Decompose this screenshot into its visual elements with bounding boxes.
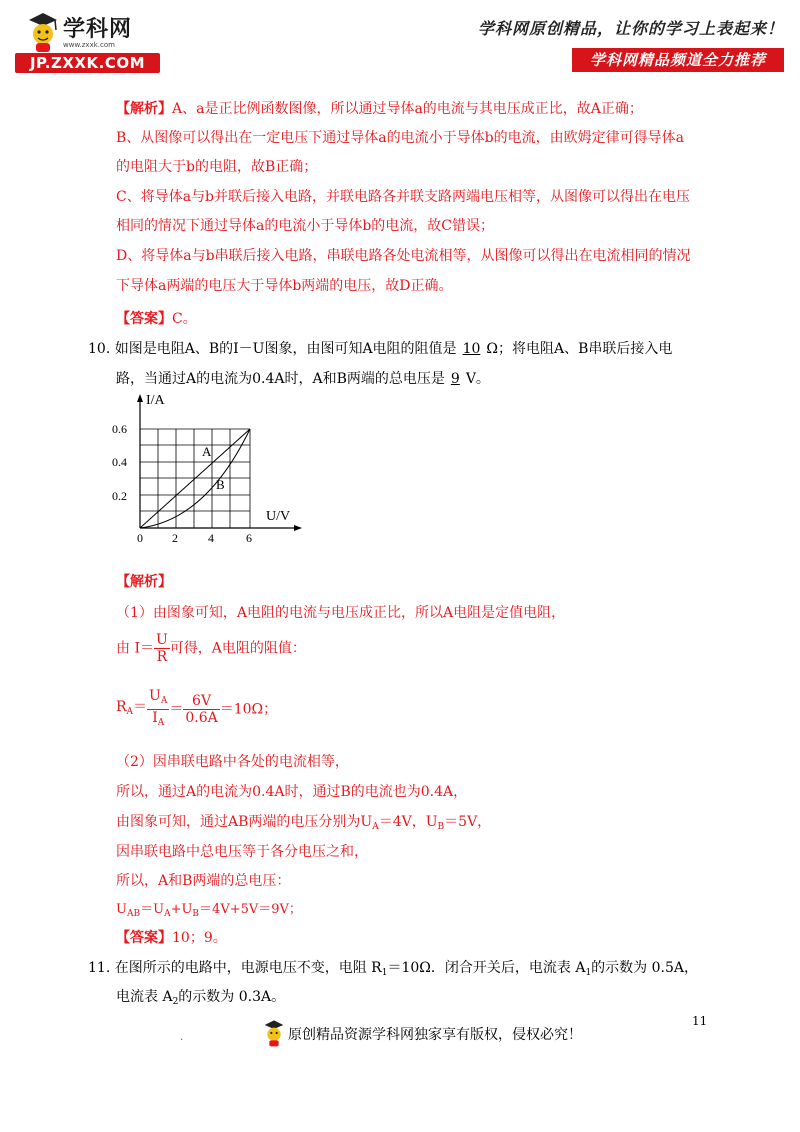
- answer-line-9: [116, 309, 197, 329]
- analysis-line-1: [116, 99, 643, 119]
- solution-10-line-3: [116, 688, 277, 731]
- subscript: 1: [381, 968, 388, 978]
- solution-10-line-2: [116, 632, 306, 665]
- site-logo: [15, 8, 160, 74]
- subscript: A: [372, 822, 379, 832]
- solution-10-line-1: （1）由图象可知，A电阻的电流与电压成正比，所以A电阻是定值电阻，: [116, 605, 566, 621]
- subscript: A: [164, 909, 171, 919]
- logo-title: 学科网: [63, 17, 133, 42]
- x-tick-6: 6: [246, 531, 252, 544]
- fraction-denominator: R: [156, 649, 168, 665]
- solution-10-line-6: [116, 812, 491, 837]
- x-tick-0: 0: [137, 531, 143, 544]
- solution-text: U: [116, 902, 127, 917]
- subscript: B: [437, 822, 445, 832]
- logo-subtitle: www.zxxk.com: [63, 41, 115, 49]
- analysis-line-5: 相同的情况下通过导体a的电流小于导体b的电流，故C错误；: [116, 218, 495, 234]
- y-tick-0.4: 0.4: [112, 455, 127, 469]
- subscript: 2: [172, 997, 179, 1007]
- answer-blank-2: 9: [450, 371, 460, 387]
- question-10-text-c: 路，当通过A的电流为0.4A时，A和B两端的总电压是: [116, 371, 445, 387]
- fraction-denominator: 0.6A: [185, 710, 218, 726]
- fraction-numerator: 6V: [183, 693, 219, 710]
- fraction-numerator: U: [149, 688, 161, 704]
- y-tick-0.2: 0.2: [112, 489, 127, 503]
- solution-text: 由 I＝: [116, 640, 154, 657]
- curve-b-label: B: [216, 477, 225, 492]
- solution-10-line-4: （2）因串联电路中各处的电流相等，: [116, 754, 349, 770]
- solution-text: ＝5V，: [444, 814, 492, 830]
- solution-10-tag: 【解析】: [116, 574, 172, 590]
- curve-a-line: [140, 429, 250, 528]
- question-text: 电流表 A: [116, 989, 173, 1005]
- subscript: A: [160, 696, 168, 706]
- formula-fraction-values: [183, 693, 219, 726]
- solution-text: ＝4V，U: [378, 814, 438, 830]
- x-axis-label: U/V: [266, 509, 291, 524]
- x-axis-arrow-icon: [294, 525, 302, 531]
- question-text: ＝10Ω．闭合开关后，电流表 A: [387, 960, 586, 976]
- fraction-denominator: I: [152, 710, 158, 726]
- equals-sign: ＝: [133, 699, 148, 715]
- question-11-line-1: [88, 958, 698, 983]
- analysis-line-2: B、从图像可以得出在一定电压下通过导体a的电流小于导体b的电流，由欧姆定律可得导体a: [116, 130, 684, 146]
- header-banner: 学科网精品频道全力推荐: [572, 48, 784, 72]
- x-tick-2: 2: [172, 531, 178, 544]
- analysis-tag: 【解析】: [116, 101, 172, 117]
- footer-mascot-icon: [262, 1018, 286, 1048]
- solution-text: +U: [170, 902, 193, 917]
- iu-graph: [106, 392, 306, 544]
- question-text: 11. 在图所示的电路中，电源电压不变，电阻 R: [88, 960, 382, 976]
- answer-value: C。: [172, 311, 197, 327]
- solution-10-line-9: [116, 900, 302, 924]
- question-10-line-1: [88, 339, 672, 359]
- resistance-symbol-letter: R: [116, 699, 127, 715]
- copyright-notice: 原创精品资源学科网独家享有版权，侵权必究！: [288, 1027, 582, 1043]
- question-11-line-2: [116, 987, 285, 1012]
- question-text: 的示数为 0.3A。: [178, 989, 286, 1005]
- solution-text: 由图象可知，通过AB两端的电压分别为U: [116, 814, 373, 830]
- analysis-line-6: D、将导体a与b串联后接入电路，串联电路各处电流相等，从图像可以得出在电流相同的情况: [116, 248, 691, 264]
- x-tick-4: 4: [208, 531, 214, 544]
- y-tick-0.6: 0.6: [112, 422, 127, 436]
- solution-10-line-7: 因串联电路中总电压等于各分电压之和，: [116, 844, 368, 860]
- answer-line-10: [116, 928, 227, 948]
- resistance-subscript: A: [126, 707, 134, 717]
- answer-tag: 【答案】: [116, 930, 172, 946]
- solution-10-line-5: 所以，通过A的电流为0.4A时，通过B的电流也为0.4A，: [116, 784, 468, 800]
- result-text: ＝10Ω；: [219, 701, 278, 718]
- question-10-text-a: 10. 如图是电阻A、B的I－U图象，由图可知A电阻的阻值是: [88, 341, 457, 357]
- question-10-line-2: [116, 369, 490, 389]
- fraction-numerator: U: [155, 632, 168, 648]
- page-number: 11: [692, 1014, 708, 1028]
- analysis-text: A、a是正比例函数图像，所以通过导体a的电流与其电压成正比，故A正确；: [172, 101, 643, 117]
- subscript: AB: [126, 909, 141, 919]
- subscript: 1: [585, 968, 592, 978]
- question-10-text-d: V。: [465, 371, 490, 387]
- solution-text: 可得，A电阻的阻值：: [169, 640, 306, 657]
- mascot-icon: [25, 10, 61, 54]
- header-slogan: 学科网原创精品，让你的学习上表起来！: [477, 19, 784, 38]
- solution-text: ＝4V+5V＝9V；: [199, 902, 302, 917]
- question-10-text-b: Ω；将电阻A、B串联后接入电: [486, 341, 673, 357]
- analysis-line-7: 下导体a两端的电压大于导体b两端的电压，故D正确。: [116, 278, 453, 294]
- answer-value: 10；9。: [172, 930, 227, 946]
- question-text: 的示数为 0.5A，: [591, 960, 698, 976]
- analysis-line-3: 的电阻大于b的电阻，故B正确；: [116, 159, 318, 175]
- subscript: A: [157, 718, 165, 728]
- logo-url[interactable]: JP.ZXXK.COM: [15, 53, 160, 73]
- footer-dot: .: [180, 1032, 184, 1043]
- equals-sign: ＝: [169, 701, 184, 718]
- answer-tag: 【答案】: [116, 311, 172, 327]
- solution-text: ＝U: [140, 902, 165, 917]
- solution-10-line-8: 所以，A和B两端的总电压：: [116, 873, 291, 889]
- analysis-line-4: C、将导体a与b并联后接入电路，并联电路各并联支路两端电压相等，从图像可以得出在电压: [116, 189, 691, 205]
- subscript: B: [192, 909, 200, 919]
- answer-blank-1: 10: [462, 341, 481, 357]
- formula-fraction-ua-ia: [147, 688, 169, 731]
- y-axis-label: I/A: [146, 393, 165, 408]
- formula-fraction: [154, 632, 170, 665]
- resistance-symbol: [116, 699, 147, 715]
- y-axis-arrow-icon: [137, 394, 143, 402]
- curve-a-label: A: [202, 444, 212, 459]
